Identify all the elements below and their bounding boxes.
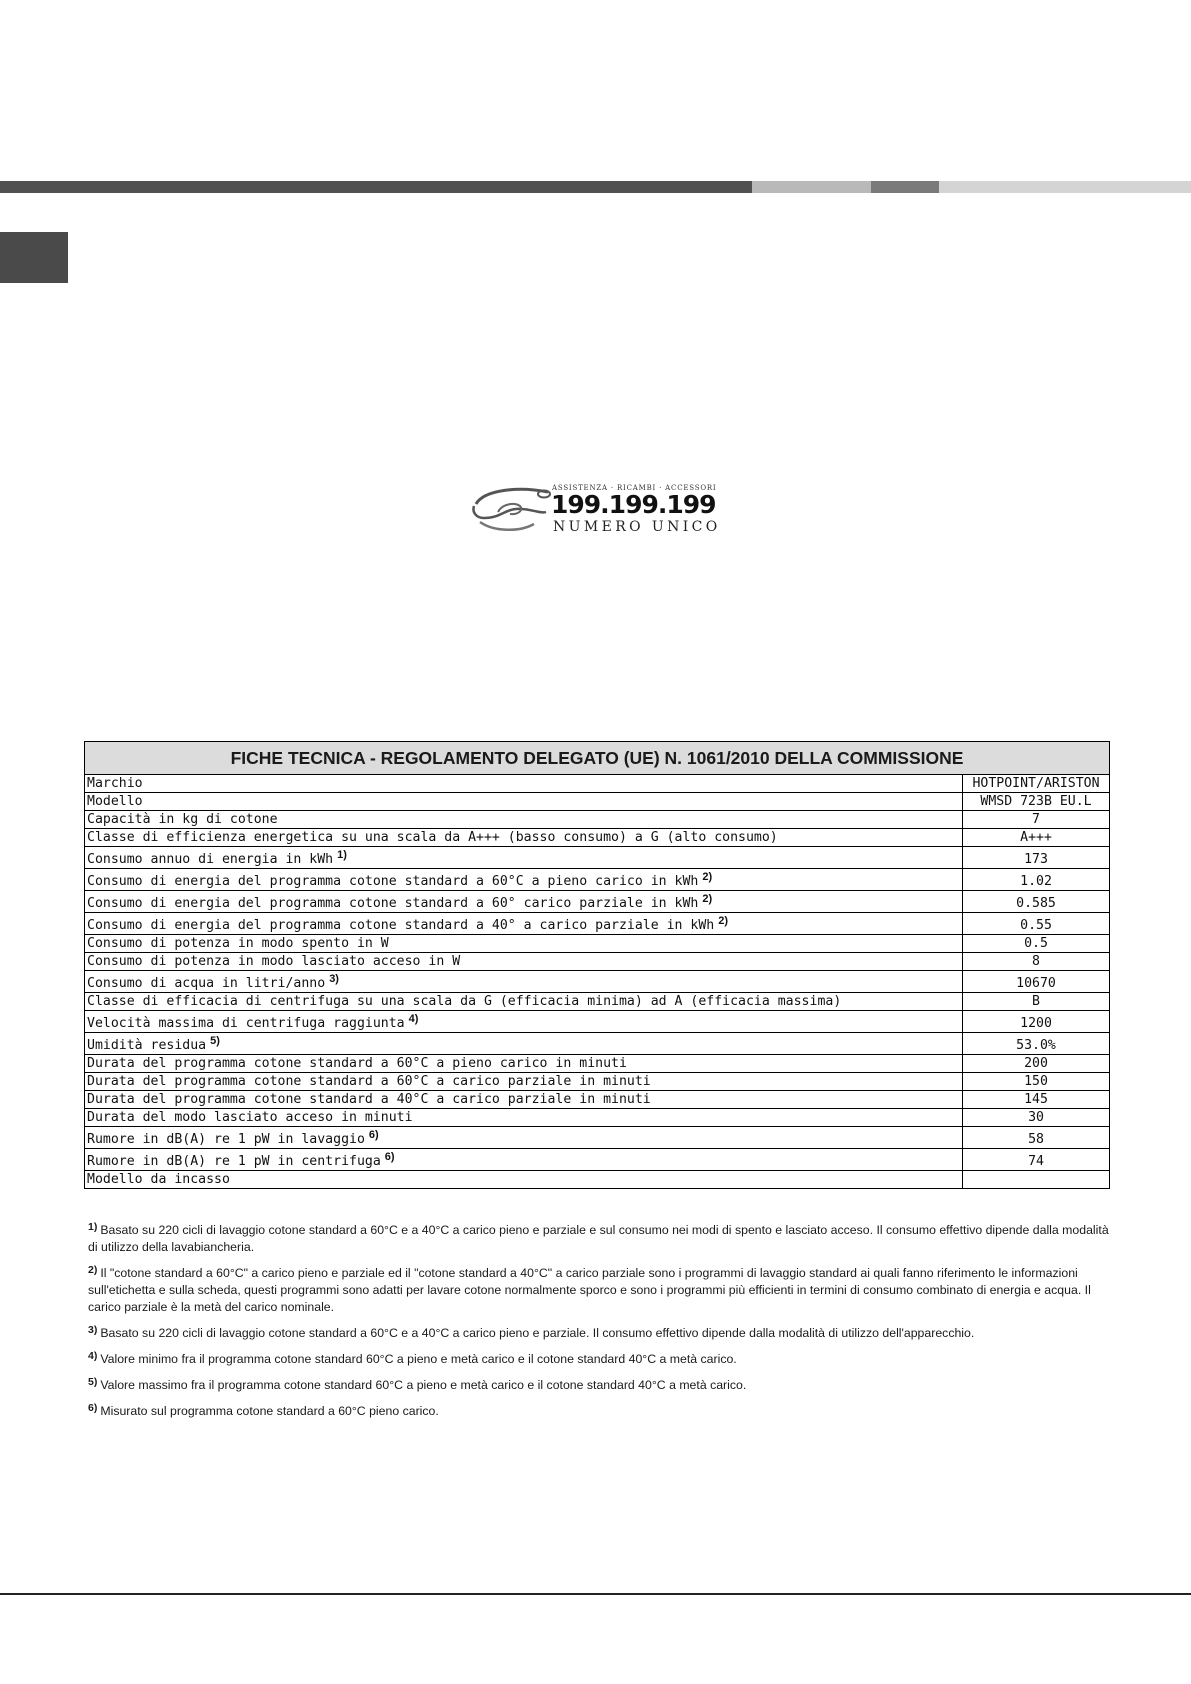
spec-label-cell — [85, 1011, 963, 1033]
table-row — [85, 847, 1110, 869]
spec-value: 30 — [963, 1109, 1110, 1127]
spec-label: Consumo di potenza in modo spento in W — [87, 936, 389, 951]
spec-label: Durata del programma cotone standard a 60°C a pieno carico in minuti — [87, 1056, 627, 1071]
fiche-tecnica-table — [84, 741, 1110, 1189]
footnote-number: 1) — [88, 1221, 98, 1233]
spec-label-cell — [85, 1073, 963, 1091]
footnote — [88, 1222, 1110, 1256]
spec-label-cell — [85, 1055, 963, 1073]
spec-label-cell — [85, 869, 963, 891]
footnote-ref: 4) — [408, 1013, 419, 1025]
spec-label: Marchio — [87, 776, 143, 791]
spec-value: 1200 — [963, 1011, 1110, 1033]
spec-label: Consumo annuo di energia in kWh — [87, 852, 334, 867]
spec-label: Velocità massima di centrifuga raggiunta — [87, 1016, 405, 1031]
header-bar-dark — [0, 181, 752, 193]
spec-label-cell — [85, 1033, 963, 1055]
footnote-number: 3) — [88, 1324, 98, 1336]
spec-label: Modello da incasso — [87, 1172, 230, 1187]
logo-tagline: ASSISTENZA · RICAMBI · ACCESSORI — [552, 484, 717, 492]
phone-handset-icon — [470, 482, 552, 534]
spec-value: 0.5 — [963, 935, 1110, 953]
spec-label-cell — [85, 913, 963, 935]
table-row — [85, 1149, 1110, 1171]
footnote-number: 6) — [88, 1402, 98, 1414]
footnote — [88, 1351, 1110, 1368]
footnote-ref: 6) — [384, 1151, 395, 1163]
fiche-rows — [85, 775, 1110, 1189]
spec-value: WMSD 723B EU.L — [963, 793, 1110, 811]
spec-label-cell — [85, 775, 963, 793]
spec-value: 10670 — [963, 971, 1110, 993]
spec-value: 200 — [963, 1055, 1110, 1073]
spec-label: Classe di efficacia di centrifuga su una scala da G (efficacia minima) ad A (efficacia massima) — [87, 994, 842, 1009]
footnote-ref: 6) — [368, 1129, 379, 1141]
spec-value: 58 — [963, 1127, 1110, 1149]
spec-label: Durata del programma cotone standard a 40°C a carico parziale in minuti — [87, 1092, 651, 1107]
spec-value: 0.55 — [963, 913, 1110, 935]
spec-label: Consumo di acqua in litri/anno — [87, 976, 326, 991]
spec-label: Umidità residua — [87, 1038, 207, 1053]
spec-label-cell — [85, 971, 963, 993]
spec-label: Consumo di energia del programma cotone standard a 60° carico parziale in kWh — [87, 896, 699, 911]
spec-value: 8 — [963, 953, 1110, 971]
section-tab-marker — [0, 232, 68, 283]
table-row — [85, 1055, 1110, 1073]
footnote-number: 5) — [88, 1376, 98, 1388]
spec-label: Consumo di energia del programma cotone standard a 60°C a pieno carico in kWh — [87, 874, 699, 889]
spec-value: 173 — [963, 847, 1110, 869]
table-row — [85, 811, 1110, 829]
footnote-ref: 3) — [329, 973, 339, 985]
logo-number: 199.199.199 — [551, 490, 716, 519]
footnote-text: Valore massimo fra il programma cotone standard 60°C a pieno e metà carico e il cotone standard 40°C a metà carico. — [100, 1378, 747, 1392]
spec-value — [963, 1171, 1110, 1189]
spec-label-cell — [85, 793, 963, 811]
spec-label-cell — [85, 993, 963, 1011]
footnote-ref: 2) — [702, 893, 713, 905]
spec-label: Rumore in dB(A) re 1 pW in centrifuga — [87, 1154, 381, 1169]
footnote-text: Il "cotone standard a 60°C" a carico pieno e parziale ed il "cotone standard a 40°C" a carico parziale sono i programmi di lavaggio standard ai quali fanno riferimento le informazioni sull'etichetta e sulla scheda, questi programmi sono adatti per lavare cotone normalmente sporco e sono i programmi più efficienti in termini di consumo combinato di energia e acqua. Il carico parziale è la metà del carico nominale. — [88, 1266, 1091, 1314]
table-row — [85, 775, 1110, 793]
table-row — [85, 993, 1110, 1011]
logo-subtitle: NUMERO UNICO — [553, 519, 721, 535]
spec-label-cell — [85, 891, 963, 913]
footnote-text: Valore minimo fra il programma cotone standard 60°C a pieno e metà carico e il cotone standard 40°C a metà carico. — [100, 1352, 737, 1366]
footnote — [88, 1265, 1110, 1316]
spec-label-cell — [85, 1109, 963, 1127]
spec-label-cell — [85, 1171, 963, 1189]
footnote — [88, 1325, 1110, 1342]
spec-label: Consumo di energia del programma cotone standard a 40° a carico parziale in kWh — [87, 918, 715, 933]
spec-value: 0.585 — [963, 891, 1110, 913]
service-logo — [470, 482, 721, 535]
spec-value: 150 — [963, 1073, 1110, 1091]
footer-rule — [0, 1593, 1191, 1595]
spec-label-cell — [85, 847, 963, 869]
header-bar-light — [752, 181, 871, 193]
spec-value: 1.02 — [963, 869, 1110, 891]
spec-label-cell — [85, 1149, 963, 1171]
table-row — [85, 891, 1110, 913]
footnote — [88, 1403, 1110, 1420]
table-row — [85, 1109, 1110, 1127]
footnote-ref: 2) — [718, 915, 729, 927]
footnote-text: Basato su 220 cicli di lavaggio cotone standard a 60°C e a 40°C a carico pieno e parziale e sul consumo nei modi di spento e lasciato acceso. Il consumo effettivo dipende dalla modalità di utilizzo della lavabiancheria. — [88, 1223, 1109, 1254]
table-row — [85, 1073, 1110, 1091]
table-row — [85, 793, 1110, 811]
footnote-ref: 1) — [337, 849, 347, 861]
spec-label-cell — [85, 1091, 963, 1109]
header-bar-mid — [871, 181, 939, 193]
footnote-ref: 2) — [702, 871, 713, 883]
table-row — [85, 953, 1110, 971]
spec-value: HOTPOINT/ARISTON — [963, 775, 1110, 793]
table-row — [85, 1127, 1110, 1149]
table-row — [85, 971, 1110, 993]
spec-value: B — [963, 993, 1110, 1011]
table-row — [85, 1171, 1110, 1189]
spec-label-cell — [85, 811, 963, 829]
spec-label: Durata del programma cotone standard a 60°C a carico parziale in minuti — [87, 1074, 651, 1089]
table-row — [85, 1033, 1110, 1055]
table-row — [85, 829, 1110, 847]
footnote-number: 4) — [88, 1350, 98, 1362]
spec-label-cell — [85, 829, 963, 847]
spec-value: 53.0% — [963, 1033, 1110, 1055]
spec-label-cell — [85, 935, 963, 953]
spec-label: Consumo di potenza in modo lasciato acceso in W — [87, 954, 461, 969]
footnote — [88, 1377, 1110, 1394]
table-row — [85, 935, 1110, 953]
spec-value: 145 — [963, 1091, 1110, 1109]
header-bar-pale — [939, 181, 1191, 193]
spec-label: Classe di efficienza energetica su una scala da A+++ (basso consumo) a G (alto consumo) — [87, 830, 778, 845]
spec-label: Durata del modo lasciato acceso in minuti — [87, 1110, 413, 1125]
spec-label-cell — [85, 953, 963, 971]
spec-label-cell — [85, 1127, 963, 1149]
footnote-ref: 5) — [210, 1035, 220, 1047]
table-row — [85, 869, 1110, 891]
spec-label: Capacità in kg di cotone — [87, 812, 278, 827]
spec-value: 7 — [963, 811, 1110, 829]
spec-value: A+++ — [963, 829, 1110, 847]
spec-value: 74 — [963, 1149, 1110, 1171]
table-row — [85, 1011, 1110, 1033]
fiche-title: FICHE TECNICA - REGOLAMENTO DELEGATO (UE) N. 1061/2010 DELLA COMMISSIONE — [85, 742, 1110, 775]
footnote-text: Misurato sul programma cotone standard a 60°C pieno carico. — [100, 1404, 439, 1418]
footnotes — [88, 1222, 1110, 1429]
spec-label: Rumore in dB(A) re 1 pW in lavaggio — [87, 1132, 365, 1147]
table-row — [85, 1091, 1110, 1109]
spec-label: Modello — [87, 794, 143, 809]
table-row — [85, 913, 1110, 935]
footnote-text: Basato su 220 cicli di lavaggio cotone standard a 60°C e a 40°C a carico pieno e parziale. Il consumo effettivo dipende dalla modalità di utilizzo dell'apparecchio. — [100, 1326, 975, 1340]
footnote-number: 2) — [88, 1264, 98, 1276]
